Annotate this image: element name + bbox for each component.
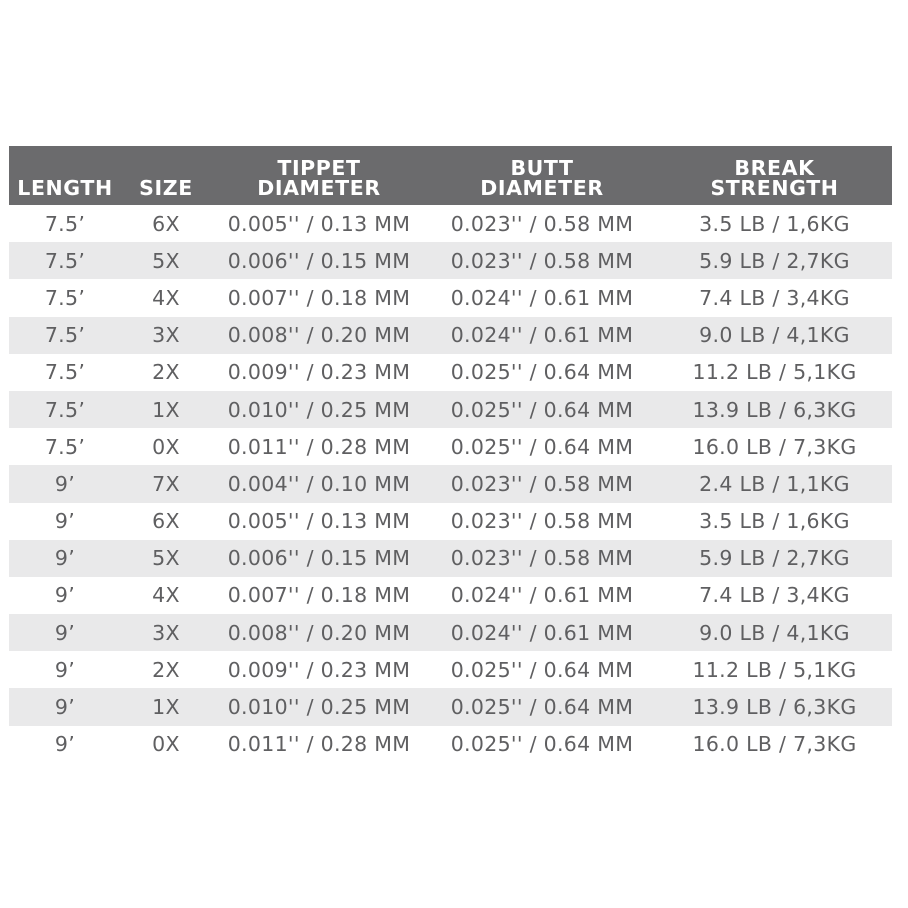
cell-tippet-diameter: 0.006'' / 0.15 MM: [227, 546, 411, 571]
table-row: [9, 688, 892, 725]
cell-break-strength: 16.0 LB / 7,3KG: [692, 732, 857, 757]
cell-size: 6X: [152, 211, 180, 236]
header-break-line1: BREAK: [734, 156, 815, 180]
header-row: [9, 146, 892, 205]
cell-break-strength: 3.5 LB / 1,6KG: [699, 509, 850, 534]
table-row: [9, 279, 892, 316]
cell-size: 5X: [152, 546, 180, 571]
cell-butt-diameter: 0.023'' / 0.58 MM: [450, 211, 634, 236]
cell-butt-diameter: 0.025'' / 0.64 MM: [450, 434, 634, 459]
cell-break-strength: 9.0 LB / 4,1KG: [699, 620, 850, 645]
table-row: [9, 317, 892, 354]
cell-tippet-diameter: 0.006'' / 0.15 MM: [227, 248, 411, 273]
table-body: [9, 205, 892, 763]
cell-tippet-diameter: 0.011'' / 0.28 MM: [227, 732, 411, 757]
cell-size: 0X: [152, 434, 180, 459]
cell-break-strength: 7.4 LB / 3,4KG: [699, 583, 850, 608]
table-header: [9, 146, 892, 205]
cell-length: 9’: [54, 546, 76, 571]
cell-size: 4X: [152, 285, 180, 310]
table-row: [9, 726, 892, 763]
cell-length: 9’: [54, 509, 76, 534]
cell-tippet-diameter: 0.010'' / 0.25 MM: [227, 397, 411, 422]
header-length: [9, 146, 121, 205]
cell-butt-diameter: 0.023'' / 0.58 MM: [450, 248, 634, 273]
cell-length: 9’: [54, 471, 76, 496]
cell-length: 7.5’: [44, 397, 86, 422]
cell-size: 5X: [152, 248, 180, 273]
cell-butt-diameter: 0.023'' / 0.58 MM: [450, 509, 634, 534]
cell-tippet-diameter: 0.005'' / 0.13 MM: [227, 211, 411, 236]
cell-size: 4X: [152, 583, 180, 608]
cell-size: 1X: [152, 397, 180, 422]
cell-tippet-diameter: 0.010'' / 0.25 MM: [227, 695, 411, 720]
cell-break-strength: 2.4 LB / 1,1KG: [699, 471, 850, 496]
cell-length: 7.5’: [44, 323, 86, 348]
cell-butt-diameter: 0.023'' / 0.58 MM: [450, 546, 634, 571]
cell-length: 7.5’: [44, 434, 86, 459]
header-size-line2: SIZE: [139, 176, 193, 200]
leader-spec-table: [9, 146, 892, 763]
cell-butt-diameter: 0.025'' / 0.64 MM: [450, 732, 634, 757]
cell-tippet-diameter: 0.009'' / 0.23 MM: [227, 360, 411, 385]
cell-butt-diameter: 0.025'' / 0.64 MM: [450, 695, 634, 720]
cell-tippet-diameter: 0.009'' / 0.23 MM: [227, 657, 411, 682]
table-row: [9, 465, 892, 502]
cell-break-strength: 13.9 LB / 6,3KG: [692, 397, 857, 422]
cell-length: 7.5’: [44, 360, 86, 385]
table-row: [9, 577, 892, 614]
cell-length: 9’: [54, 620, 76, 645]
table-row: [9, 540, 892, 577]
cell-length: 7.5’: [44, 285, 86, 310]
header-tippet-line2: DIAMETER: [257, 176, 381, 200]
cell-length: 9’: [54, 695, 76, 720]
cell-butt-diameter: 0.025'' / 0.64 MM: [450, 397, 634, 422]
header-length-line2: LENGTH: [17, 176, 113, 200]
table-row: [9, 428, 892, 465]
cell-break-strength: 11.2 LB / 5,1KG: [692, 360, 857, 385]
header-butt-diameter: [427, 146, 657, 205]
cell-size: 2X: [152, 360, 180, 385]
table-row: [9, 242, 892, 279]
header-break-line2: STRENGTH: [710, 176, 839, 200]
cell-size: 6X: [152, 509, 180, 534]
cell-break-strength: 11.2 LB / 5,1KG: [692, 657, 857, 682]
header-butt-line2: DIAMETER: [480, 176, 604, 200]
cell-size: 3X: [152, 620, 180, 645]
cell-length: 9’: [54, 583, 76, 608]
table-row: [9, 391, 892, 428]
header-break-strength: [657, 146, 892, 205]
cell-size: 7X: [152, 471, 180, 496]
cell-size: 3X: [152, 323, 180, 348]
cell-butt-diameter: 0.023'' / 0.58 MM: [450, 471, 634, 496]
cell-length: 9’: [54, 657, 76, 682]
cell-butt-diameter: 0.024'' / 0.61 MM: [450, 285, 634, 310]
table-row: [9, 651, 892, 688]
table-row: [9, 354, 892, 391]
cell-break-strength: 5.9 LB / 2,7KG: [699, 546, 850, 571]
cell-break-strength: 7.4 LB / 3,4KG: [699, 285, 850, 310]
cell-tippet-diameter: 0.008'' / 0.20 MM: [227, 323, 411, 348]
table-row: [9, 205, 892, 242]
cell-tippet-diameter: 0.004'' / 0.10 MM: [227, 471, 411, 496]
cell-butt-diameter: 0.024'' / 0.61 MM: [450, 620, 634, 645]
cell-size: 2X: [152, 657, 180, 682]
header-tippet-diameter: [211, 146, 427, 205]
cell-break-strength: 3.5 LB / 1,6KG: [699, 211, 850, 236]
cell-tippet-diameter: 0.008'' / 0.20 MM: [227, 620, 411, 645]
cell-butt-diameter: 0.024'' / 0.61 MM: [450, 583, 634, 608]
cell-length: 9’: [54, 732, 76, 757]
table-row: [9, 614, 892, 651]
header-tippet-line1: TIPPET: [277, 156, 361, 180]
cell-tippet-diameter: 0.005'' / 0.13 MM: [227, 509, 411, 534]
cell-length: 7.5’: [44, 211, 86, 236]
cell-tippet-diameter: 0.007'' / 0.18 MM: [227, 583, 411, 608]
cell-butt-diameter: 0.025'' / 0.64 MM: [450, 360, 634, 385]
header-butt-line1: BUTT: [510, 156, 574, 180]
cell-length: 7.5’: [44, 248, 86, 273]
cell-size: 1X: [152, 695, 180, 720]
table-row: [9, 503, 892, 540]
cell-break-strength: 9.0 LB / 4,1KG: [699, 323, 850, 348]
header-size: [121, 146, 211, 205]
cell-tippet-diameter: 0.011'' / 0.28 MM: [227, 434, 411, 459]
cell-size: 0X: [152, 732, 180, 757]
cell-break-strength: 5.9 LB / 2,7KG: [699, 248, 850, 273]
cell-tippet-diameter: 0.007'' / 0.18 MM: [227, 285, 411, 310]
cell-butt-diameter: 0.025'' / 0.64 MM: [450, 657, 634, 682]
cell-break-strength: 16.0 LB / 7,3KG: [692, 434, 857, 459]
cell-break-strength: 13.9 LB / 6,3KG: [692, 695, 857, 720]
cell-butt-diameter: 0.024'' / 0.61 MM: [450, 323, 634, 348]
